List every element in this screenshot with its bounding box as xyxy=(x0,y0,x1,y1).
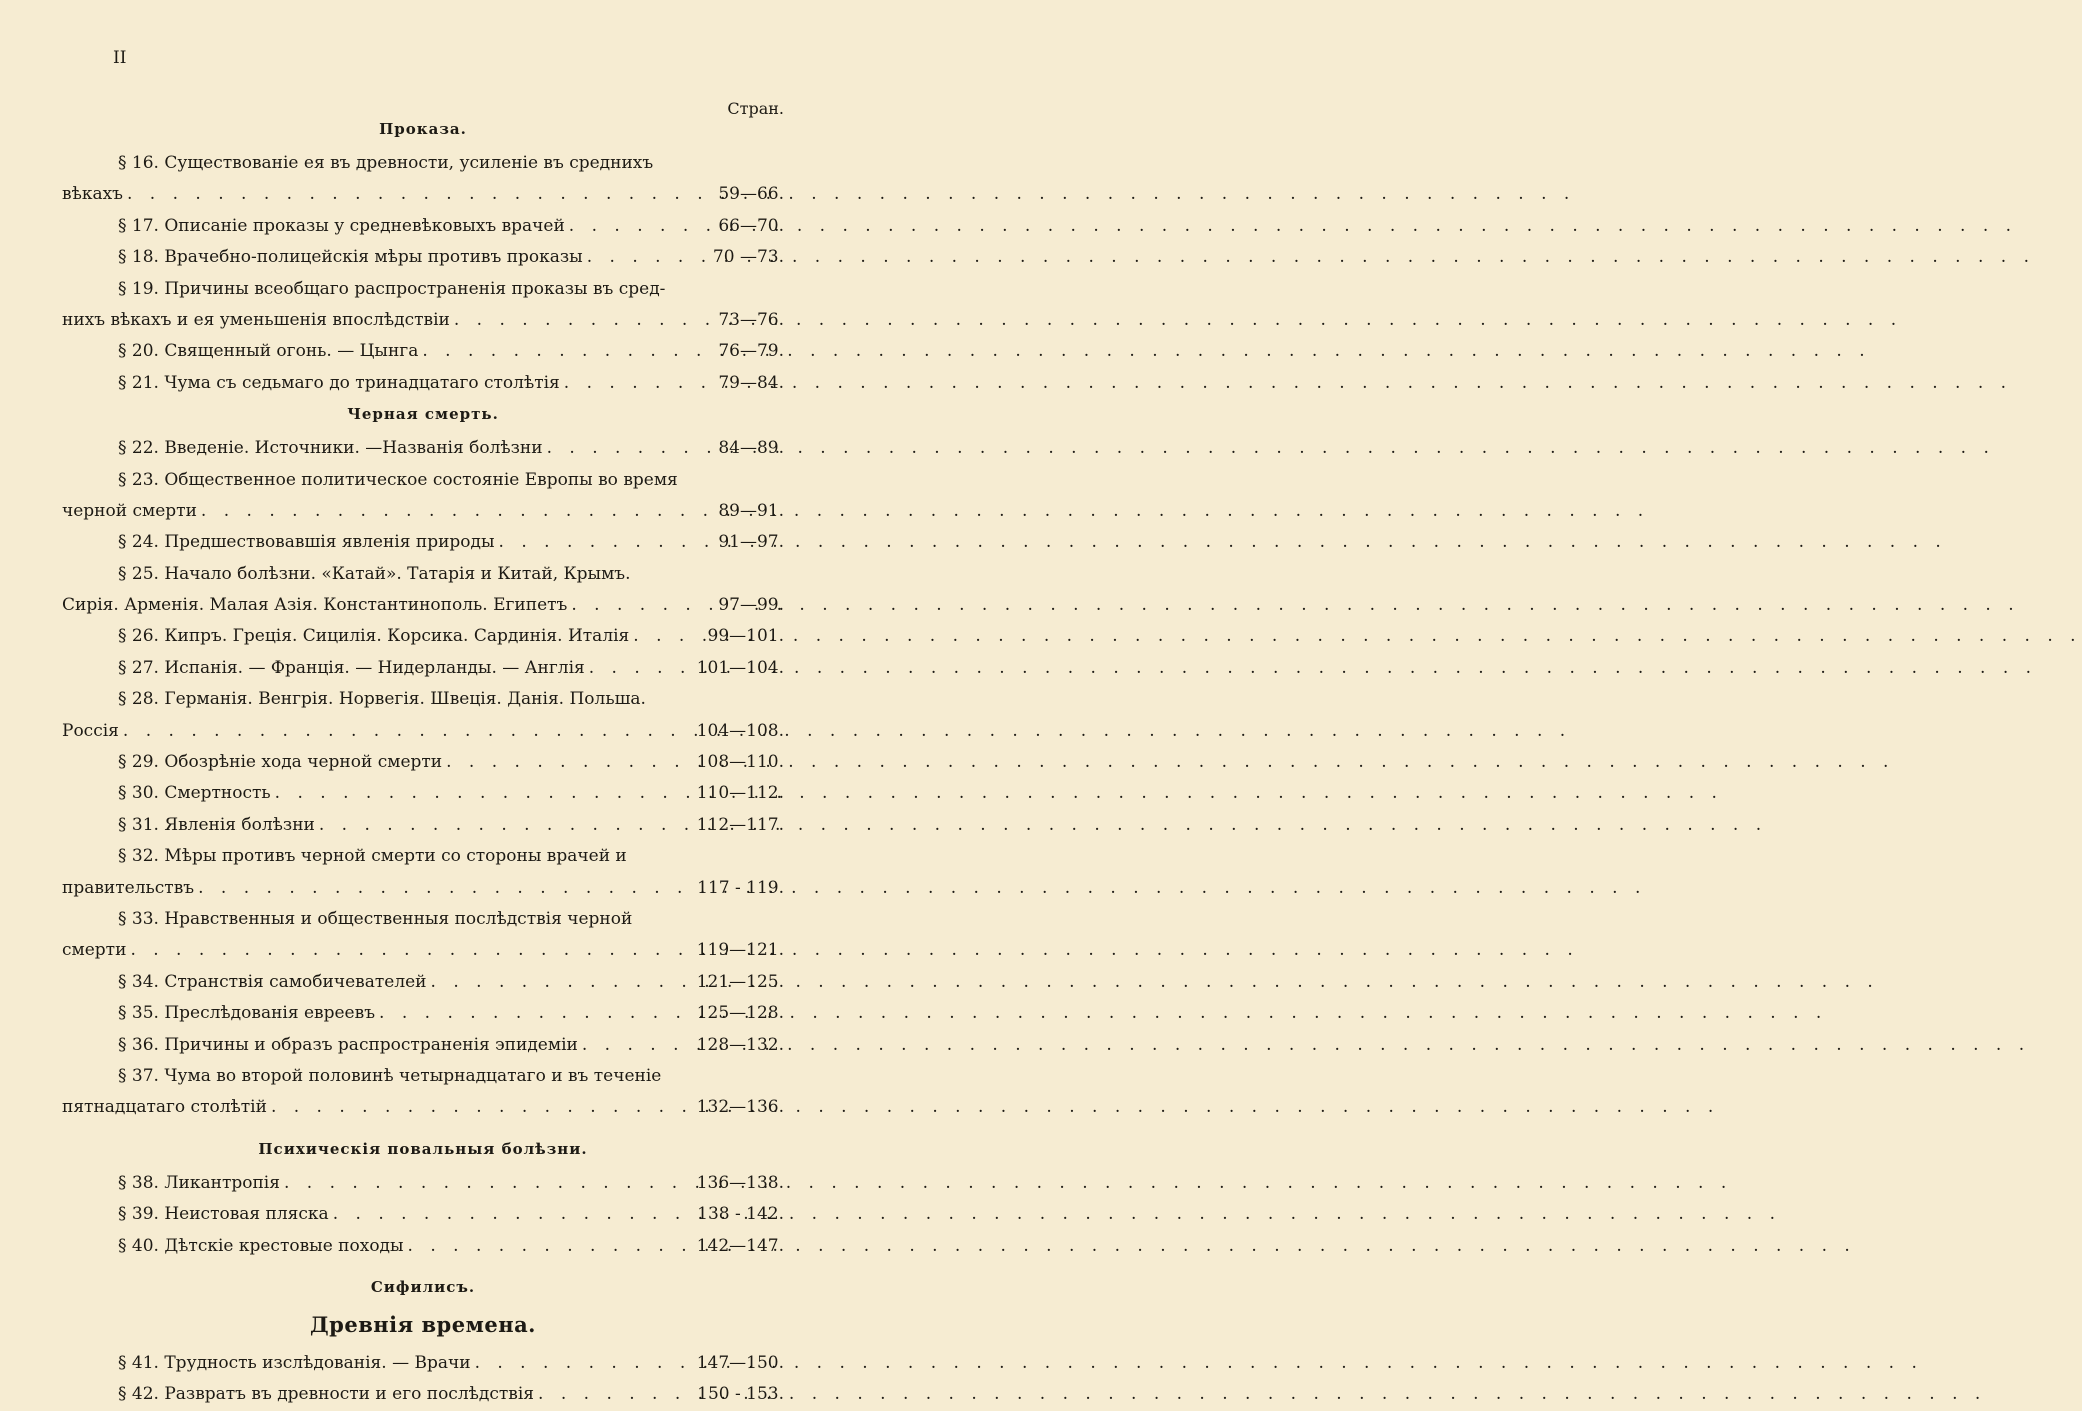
toc-entry-pages: 70 —73. xyxy=(712,247,784,268)
toc-entry-33-cont xyxy=(62,935,784,966)
toc-entry-17 xyxy=(62,211,784,242)
leader-dots xyxy=(375,998,693,1029)
leader-dots xyxy=(267,1092,693,1123)
toc-entry-28 xyxy=(62,684,784,715)
toc-entry-39 xyxy=(62,1199,784,1230)
toc-entry-23-cont xyxy=(62,496,784,527)
leader-dots xyxy=(271,778,693,809)
toc-entry-19 xyxy=(62,274,784,305)
toc-entry-pages: 79—84. xyxy=(718,372,784,393)
toc-entry-text: § 17. Описаніе проказы у средневѣковыхъ врачей xyxy=(118,215,565,236)
toc-entry-text: § 33. Нравственныя и общественныя послѣдствія черной xyxy=(118,908,633,929)
toc-entry-18 xyxy=(62,242,784,273)
toc-entry-16-cont xyxy=(62,179,784,210)
toc-entry-37 xyxy=(62,1061,784,1092)
toc-entry-32-cont xyxy=(62,873,784,904)
toc-entry-pages: 108—110. xyxy=(696,752,784,773)
leader-dots xyxy=(565,211,715,242)
toc-entry-28-cont xyxy=(62,716,784,747)
toc-entry-text: § 36. Причины и образъ распространенія эпидеміи xyxy=(118,1034,578,1055)
toc-entry-pages: 125—128. xyxy=(696,1003,784,1024)
leader-dots xyxy=(194,873,693,904)
leader-dots xyxy=(583,242,709,273)
leader-dots xyxy=(560,368,715,399)
toc-entry-text: § 40. Дѣтскіе крестовые походы xyxy=(118,1235,404,1256)
toc-entry-text: § 39. Неистовая пляска xyxy=(118,1204,329,1225)
toc-entry-pages: 89—91. xyxy=(718,500,784,521)
toc-entry-text: § 31. Явленія болѣзни xyxy=(118,814,315,835)
toc-entry-text: § 20. Священный огонь. — Цынга xyxy=(118,341,419,362)
toc-entry-20 xyxy=(62,336,784,367)
toc-entry-37-cont xyxy=(62,1092,784,1123)
toc-entry-16 xyxy=(62,148,784,179)
leader-dots xyxy=(450,305,714,336)
toc-entry-text: § 25. Начало болѣзни. «Катай». Татарія и Китай, Крымъ. xyxy=(118,563,631,584)
leader-dots xyxy=(123,179,714,210)
leader-dots xyxy=(534,1379,693,1410)
page-number: II xyxy=(113,48,127,68)
toc-entry-pages: 136—138. xyxy=(696,1172,784,1193)
toc-entry-pages: 99—101. xyxy=(707,626,784,647)
toc-entry-pages: 121—125. xyxy=(696,971,784,992)
section-title-syphilis: Сифилисъ. xyxy=(370,1277,476,1296)
section-title-leprosy: Проказа. xyxy=(379,120,467,138)
toc-entry-pages: 128—132. xyxy=(696,1034,784,1055)
toc-entry-pages: 119—121. xyxy=(696,940,784,961)
toc-entry-22 xyxy=(62,433,784,464)
toc-entry-text: § 32. Мѣры противъ черной смерти со стороны врачей и xyxy=(118,846,627,867)
toc-entry-text: вѣкахъ xyxy=(62,184,123,205)
leader-dots xyxy=(315,810,693,841)
toc-entry-text: правительствъ xyxy=(62,877,195,898)
toc-entry-text: § 34. Странствія самобичевателей xyxy=(118,971,427,992)
toc-entry-pages: 142—147. xyxy=(696,1235,784,1256)
toc-entry-pages: 117 - 119. xyxy=(697,877,784,898)
toc-entry-pages: 132—136. xyxy=(696,1097,784,1118)
toc-entry-32 xyxy=(62,841,784,872)
toc-entry-36 xyxy=(62,1030,784,1061)
leader-dots xyxy=(495,527,715,558)
toc-entry-pages: 150 - 153. xyxy=(697,1384,784,1405)
toc-entry-21 xyxy=(62,368,784,399)
leader-dots xyxy=(585,653,693,684)
leader-dots xyxy=(629,621,703,652)
leader-dots xyxy=(404,1231,693,1262)
toc-entry-38 xyxy=(62,1168,784,1199)
leader-dots xyxy=(578,1030,693,1061)
toc-entry-pages: 112—117. xyxy=(696,814,784,835)
toc-entry-text: смерти xyxy=(62,940,127,961)
toc-entry-pages: 138 - 142. xyxy=(697,1204,784,1225)
toc-entry-29 xyxy=(62,747,784,778)
toc-entry-text: § 23. Общественное политическое состояніе Европы во время xyxy=(118,469,678,490)
toc-entry-text: § 42. Развратъ въ древности и его послѣдствія xyxy=(118,1384,535,1405)
leader-dots xyxy=(418,336,714,367)
toc-entry-text: § 24. Предшествовавшія явленія природы xyxy=(118,532,495,553)
toc-entry-text: Сирія. Арменія. Малая Азія. Константинополь. Египетъ xyxy=(62,595,568,616)
leader-dots xyxy=(471,1348,693,1379)
leader-dots xyxy=(567,590,714,621)
toc-entry-text: § 35. Преслѣдованія евреевъ xyxy=(118,1003,376,1024)
toc-entry-24 xyxy=(62,527,784,558)
toc-entry-30 xyxy=(62,778,784,809)
toc-entry-19-cont xyxy=(62,305,784,336)
toc-entry-40 xyxy=(62,1231,784,1262)
leader-dots xyxy=(197,496,714,527)
toc-entry-31 xyxy=(62,810,784,841)
toc-entry-41 xyxy=(62,1348,784,1379)
toc-entry-text: § 22. Введеніе. Источники. —Названія болѣзни xyxy=(118,438,543,459)
toc-entry-text: § 28. Германія. Венгрія. Норвегія. Швеція. Данія. Польша. xyxy=(118,689,646,710)
subsection-title-ancient-times: Древнія времена. xyxy=(309,1311,536,1337)
toc-entry-pages: 59—66. xyxy=(718,184,784,205)
toc-entry-text: Россія xyxy=(62,720,119,741)
toc-entry-text: пятнадцатаго столѣтій xyxy=(62,1097,267,1118)
toc-entry-pages: 101—104. xyxy=(696,657,784,678)
leader-dots xyxy=(119,716,693,747)
toc-entry-25-cont xyxy=(62,590,784,621)
toc-entry-pages: 66—70. xyxy=(718,215,784,236)
leader-dots xyxy=(427,967,693,998)
toc-entry-text: § 27. Испанія. — Франція. — Нидерланды. — Англія xyxy=(118,657,585,678)
toc-entry-text: § 21. Чума съ седьмаго до тринадцатаго столѣтія xyxy=(118,372,560,393)
toc-entry-42 xyxy=(62,1379,784,1410)
toc-entry-25 xyxy=(62,559,784,590)
toc-entry-27 xyxy=(62,653,784,684)
section-title-psychic: Психическія повальныя болѣзни. xyxy=(258,1139,588,1158)
toc-entry-pages: 104—108. xyxy=(696,720,784,741)
toc-entry-35 xyxy=(62,998,784,1029)
toc-entry-text: § 30. Смертность xyxy=(118,783,271,804)
toc-entry-text: § 18. Врачебно-полицейскія мѣры противъ проказы xyxy=(118,247,583,268)
toc-entry-pages: 147—150. xyxy=(696,1352,784,1373)
toc-entry-text: § 29. Обозрѣніе хода черной смерти xyxy=(118,752,443,773)
toc-entry-text: § 16. Существованіе ея въ древности, усиленіе въ среднихъ xyxy=(118,153,654,173)
leader-dots xyxy=(280,1168,693,1199)
pages-column-header: Стран. xyxy=(727,99,784,118)
leader-dots xyxy=(329,1199,693,1230)
leader-dots xyxy=(543,433,715,464)
toc-entry-pages: 97—99. xyxy=(718,595,784,616)
toc-entry-26 xyxy=(62,621,784,652)
leader-dots xyxy=(126,935,692,966)
toc-entry-pages: 84—89. xyxy=(718,438,784,459)
toc-entry-33 xyxy=(62,904,784,935)
toc-entry-text: § 26. Кипръ. Греція. Сицилія. Корсика. Сардинія. Италія xyxy=(118,626,630,647)
toc-entry-23 xyxy=(62,465,784,496)
toc-entry-text: § 41. Трудность изслѣдованія. — Врачи xyxy=(118,1352,471,1373)
leader-dots xyxy=(442,747,693,778)
toc-entry-34 xyxy=(62,967,784,998)
toc-entry-pages: 76—79. xyxy=(718,341,784,362)
toc-entry-pages: 91—97. xyxy=(718,532,784,553)
toc-entry-pages: 110—112. xyxy=(696,783,784,804)
toc-entry-text: черной смерти xyxy=(62,500,197,521)
toc-entry-text: § 37. Чума во второй половинѣ четырнадцатаго и въ теченіе xyxy=(118,1065,662,1086)
toc-entry-text: § 19. Причины всеобщаго распространенія проказы въ сред- xyxy=(118,278,666,299)
toc-entry-pages: 73—76. xyxy=(718,309,784,330)
table-of-contents xyxy=(62,114,784,1411)
toc-entry-text: нихъ вѣкахъ и ея уменьшенія впослѣдствіи xyxy=(62,309,450,330)
toc-entry-text: § 38. Ликантропія xyxy=(118,1172,280,1193)
section-title-black-death: Черная смерть. xyxy=(347,405,499,424)
